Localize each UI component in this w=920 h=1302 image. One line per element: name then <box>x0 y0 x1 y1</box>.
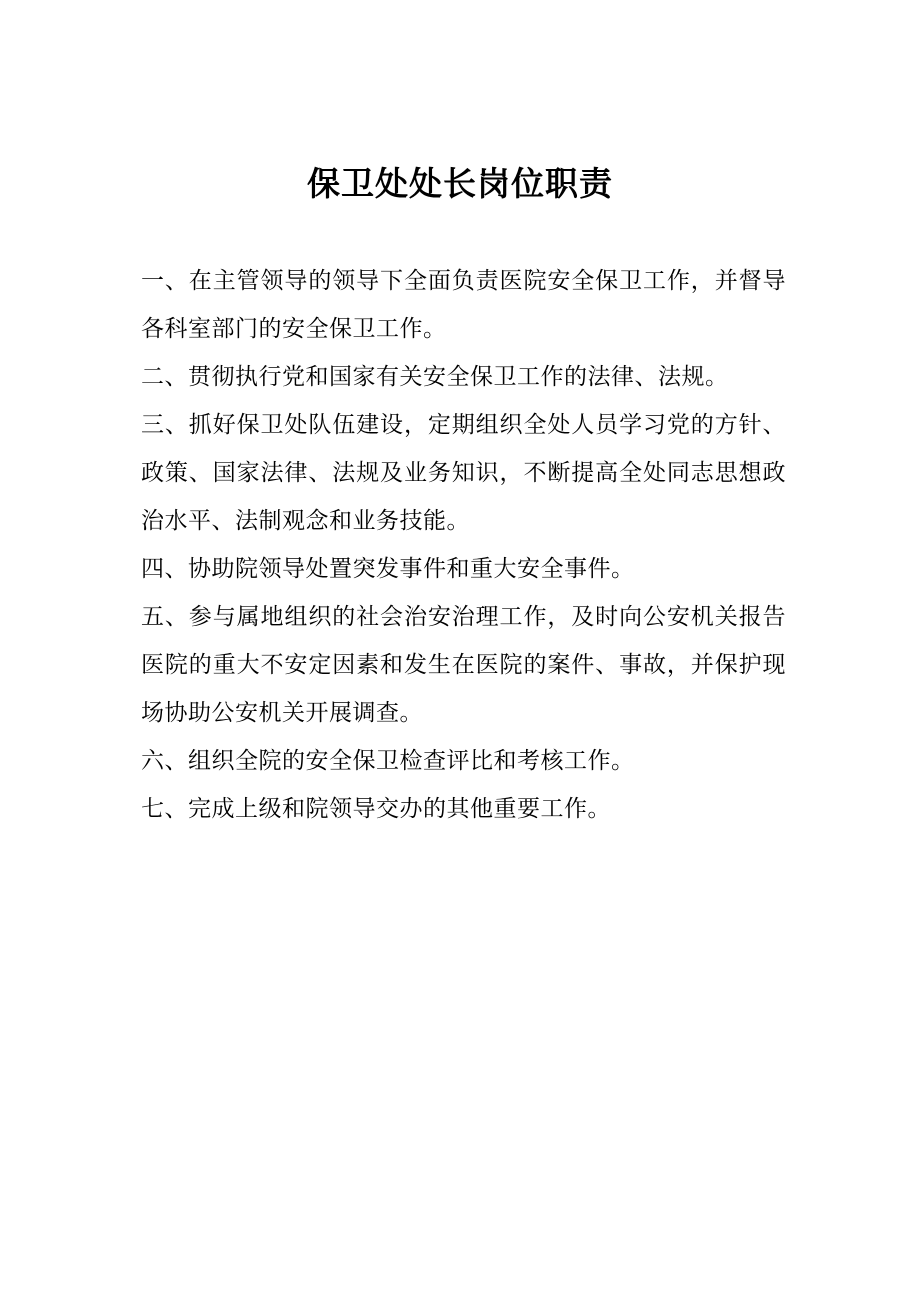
duty-item-7: 七、完成上级和院领导交办的其他重要工作。 <box>141 796 611 822</box>
duty-item-2: 二、贯彻执行党和国家有关安全保卫工作的法律、法规。 <box>141 364 729 390</box>
duty-item-1: 一、在主管领导的领导下全面负责医院安全保卫工作，并督导各科室部门的安全保卫工作。 <box>141 268 786 342</box>
duty-item-3: 三、抓好保卫处队伍建设，定期组织全处人员学习党的方针、政策、国家法律、法规及业务知识，不断提高全处同志思想政治水平、法制观念和业务技能。 <box>141 412 786 534</box>
duty-item-5: 五、参与属地组织的社会治安治理工作，及时向公安机关报告医院的重大不安定因素和发生在医院的案件、事故，并保护现场协助公安机关开展调查。 <box>141 604 786 726</box>
document-title: 保卫处处长岗位职责 <box>307 164 613 203</box>
duty-item-4: 四、协助院领导处置突发事件和重大安全事件。 <box>141 556 635 582</box>
document-body <box>141 257 786 833</box>
duty-item-6: 六、组织全院的安全保卫检查评比和考核工作。 <box>141 748 635 774</box>
